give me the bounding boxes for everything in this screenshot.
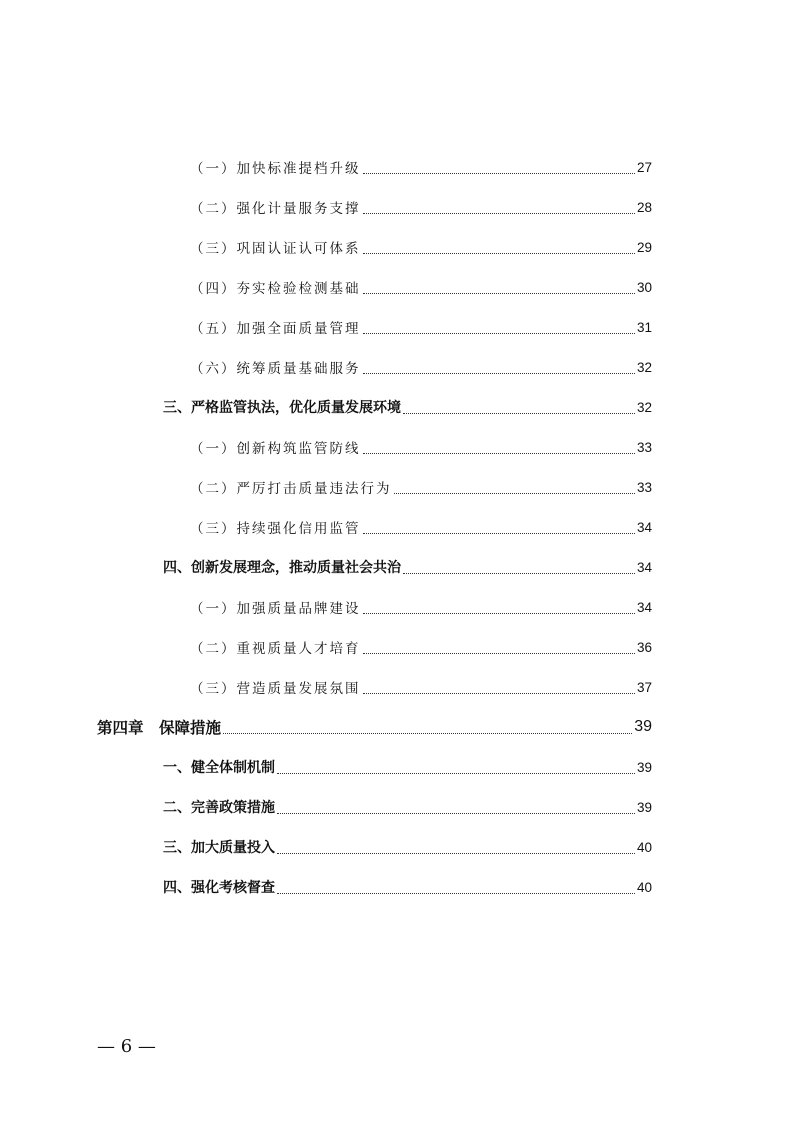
toc-entry-page: 29 (636, 239, 652, 255)
toc-entry-page: 33 (636, 439, 652, 455)
toc-entry[interactable] (0, 507, 793, 547)
dot-leader (403, 573, 635, 574)
toc-entry[interactable] (0, 307, 793, 347)
dot-leader (363, 173, 635, 174)
toc-entry[interactable] (0, 667, 793, 707)
toc-entry[interactable] (0, 707, 793, 747)
toc-entry-page: 33 (636, 479, 652, 495)
toc-entry[interactable] (0, 467, 793, 507)
toc-entry-title: （一）创新构筑监管防线 (190, 441, 361, 457)
toc-entry[interactable] (0, 547, 793, 587)
toc-entry-page: 30 (636, 279, 652, 295)
toc-entry[interactable] (0, 787, 793, 827)
toc-entry-title: （二）严厉打击质量违法行为 (190, 481, 392, 497)
toc-entry-page: 31 (636, 319, 652, 335)
dot-leader (403, 413, 635, 414)
dot-leader (277, 893, 635, 894)
toc-entry[interactable] (0, 147, 793, 187)
toc-entry-page: 39 (636, 799, 652, 815)
toc-entry-page: 34 (636, 519, 652, 535)
toc-entry[interactable] (0, 747, 793, 787)
toc-entry[interactable] (0, 187, 793, 227)
dot-leader (363, 533, 635, 534)
dot-leader (277, 813, 635, 814)
dot-leader (363, 653, 635, 654)
dot-leader (363, 293, 635, 294)
toc-entry-page: 40 (636, 879, 652, 895)
toc-entry[interactable] (0, 347, 793, 387)
toc-entry-page: 32 (636, 399, 652, 415)
toc-entry-title: （三）营造质量发展氛围 (190, 681, 361, 697)
toc-entry-page: 39 (636, 759, 652, 775)
toc-entry-page: 37 (636, 679, 652, 695)
toc-entry[interactable] (0, 587, 793, 627)
toc-entry[interactable] (0, 227, 793, 267)
toc-entry-page: 32 (636, 359, 652, 375)
dot-leader (363, 373, 635, 374)
toc-entry-title: （三）巩固认证认可体系 (190, 241, 361, 257)
dot-leader (363, 613, 635, 614)
toc-entry[interactable] (0, 867, 793, 907)
toc-entry[interactable] (0, 427, 793, 467)
page-number: — 6 — (97, 1036, 156, 1057)
table-of-contents (0, 147, 793, 907)
toc-entry-title: （二）强化计量服务支撑 (190, 201, 361, 217)
toc-entry[interactable] (0, 627, 793, 667)
dot-leader (223, 733, 632, 734)
dot-leader (363, 253, 635, 254)
toc-entry-title: 二、完善政策措施 (163, 800, 275, 816)
dot-leader (363, 453, 635, 454)
toc-entry-title: 一、健全体制机制 (163, 760, 275, 776)
toc-entry-title: 三、加大质量投入 (163, 840, 275, 856)
toc-entry-title: （三）持续强化信用监管 (190, 521, 361, 537)
toc-entry-page: 39 (634, 718, 652, 735)
dot-leader (394, 493, 635, 494)
toc-entry-title: （六）统筹质量基础服务 (190, 361, 361, 377)
toc-entry-title: 四、创新发展理念，推动质量社会共治 (163, 560, 401, 576)
toc-entry-page: 36 (636, 639, 652, 655)
dot-leader (363, 213, 635, 214)
toc-entry-title: 三、严格监管执法，优化质量发展环境 (163, 400, 401, 416)
toc-entry-page: 34 (636, 599, 652, 615)
toc-entry-page: 40 (636, 839, 652, 855)
toc-entry-title: （四）夯实检验检测基础 (190, 281, 361, 297)
toc-entry-title: 第四章 保障措施 (97, 719, 222, 737)
dot-leader (277, 853, 635, 854)
dot-leader (363, 333, 635, 334)
toc-entry[interactable] (0, 827, 793, 867)
toc-entry-title: （二）重视质量人才培育 (190, 641, 361, 657)
toc-entry-title: （一）加快标准提档升级 (190, 161, 361, 177)
toc-entry-page: 28 (636, 199, 652, 215)
toc-entry-title: （五）加强全面质量管理 (190, 321, 361, 337)
toc-entry[interactable] (0, 387, 793, 427)
toc-entry[interactable] (0, 267, 793, 307)
dot-leader (363, 693, 635, 694)
toc-entry-title: （一）加强质量品牌建设 (190, 601, 361, 617)
toc-entry-title: 四、强化考核督查 (163, 880, 275, 896)
toc-entry-page: 34 (636, 559, 652, 575)
toc-entry-page: 27 (636, 159, 652, 175)
dot-leader (277, 773, 635, 774)
